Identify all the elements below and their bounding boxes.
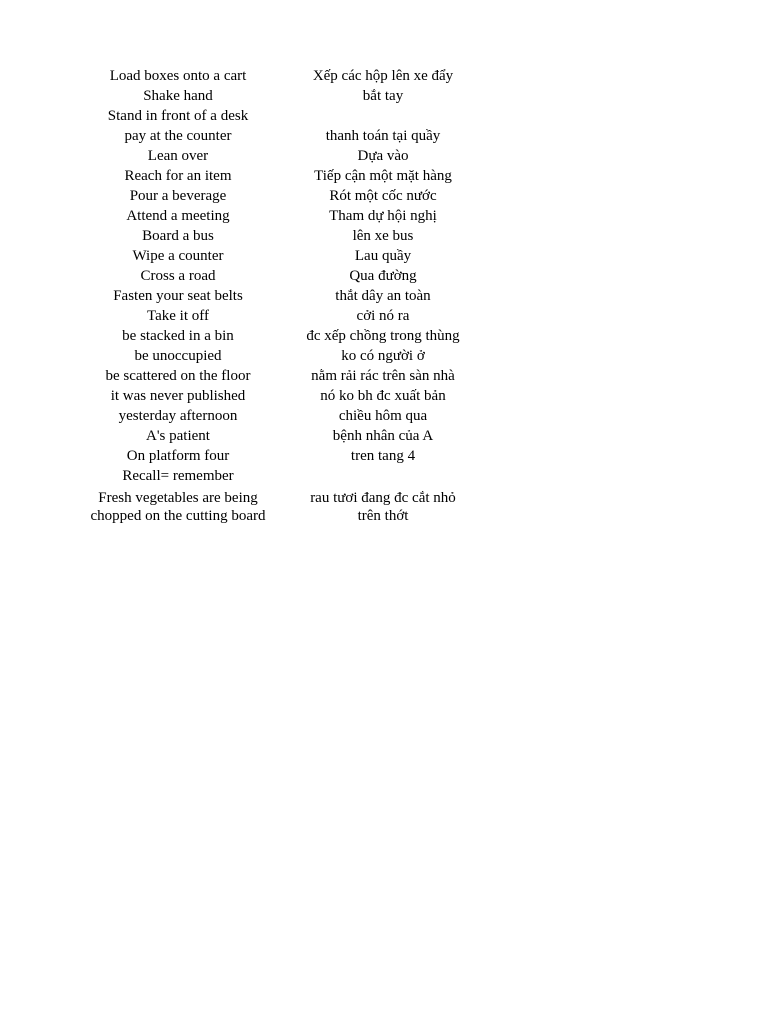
table-row (78, 426, 488, 446)
vietnamese-translation: ko có người ở (341, 348, 425, 364)
vietnamese-translation: thắt dây an toàn (335, 288, 431, 304)
english-line: Fresh vegetables are being (98, 490, 258, 506)
vietnamese-translation: Dựa vào (357, 148, 409, 164)
vietnamese-translation: nằm rải rác trên sàn nhà (311, 368, 455, 384)
vietnamese-line: rau tươi đang đc cắt nhỏ (310, 490, 456, 506)
english-phrase: On platform four (126, 448, 230, 464)
table-row (78, 446, 488, 466)
vietnamese-translation: lên xe bus (352, 228, 414, 244)
table-row (78, 66, 488, 86)
english-phrase: Pour a beverage (129, 188, 227, 204)
english-phrase: Attend a meeting (126, 208, 230, 224)
vietnamese-translation: Tiếp cận một mặt hàng (314, 168, 452, 184)
english-phrase: Recall= remember (122, 468, 234, 484)
vietnamese-translation: Lau quầy (354, 248, 412, 264)
vocabulary-rows (78, 66, 488, 486)
vietnamese-translation (278, 106, 488, 126)
table-row (78, 306, 488, 326)
english-phrase: yesterday afternoon (118, 408, 238, 424)
table-row (78, 326, 488, 346)
table-row (78, 106, 488, 126)
table-row (78, 346, 488, 366)
table-row (78, 146, 488, 166)
vietnamese-line: trên thớt (357, 507, 409, 524)
english-phrase: A's patient (146, 428, 210, 444)
english-line: chopped on the cutting board (90, 507, 266, 524)
english-phrase: Load boxes onto a cart (109, 68, 247, 84)
english-phrase: Board a bus (142, 228, 214, 244)
vocabulary-table (78, 66, 488, 525)
english-phrase: Stand in front of a desk (107, 108, 249, 124)
english-phrase: Shake hand (143, 88, 213, 104)
vietnamese-translation: bắt tay (362, 88, 404, 104)
table-row (78, 406, 488, 426)
english-phrase: be unoccupied (134, 348, 222, 364)
vietnamese-translation: bệnh nhân của A (332, 428, 434, 444)
vietnamese-translation: Rót một cốc nước (329, 188, 437, 204)
english-phrase: it was never published (110, 388, 246, 404)
table-row (78, 226, 488, 246)
english-phrase: Take it off (147, 308, 209, 324)
vietnamese-translation (278, 486, 488, 525)
table-row (78, 386, 488, 406)
vietnamese-translation: đc xếp chồng trong thùng (306, 328, 460, 344)
table-row (78, 246, 488, 266)
english-phrase: Wipe a counter (132, 248, 224, 264)
english-phrase (78, 486, 278, 525)
table-row (78, 186, 488, 206)
english-phrase: be scattered on the floor (105, 368, 251, 384)
vietnamese-translation: tren tang 4 (350, 448, 416, 464)
table-row (78, 206, 488, 226)
table-row (78, 166, 488, 186)
english-phrase: Cross a road (140, 268, 216, 284)
table-row (78, 486, 488, 525)
vietnamese-translation: Xếp các hộp lên xe đẩy (312, 68, 454, 84)
english-phrase: Reach for an item (124, 168, 232, 184)
vietnamese-translation: Qua đường (349, 268, 417, 284)
vietnamese-translation: chiều hôm qua (338, 408, 428, 424)
vietnamese-translation: thanh toán tại quầy (325, 128, 441, 144)
english-phrase: pay at the counter (124, 128, 232, 144)
vietnamese-translation: cởi nó ra (356, 308, 410, 324)
vietnamese-translation: nó ko bh đc xuất bản (320, 388, 446, 404)
table-row (78, 266, 488, 286)
table-row (78, 366, 488, 386)
vietnamese-translation: Tham dự hội nghị (329, 208, 437, 224)
english-phrase: be stacked in a bin (122, 328, 234, 344)
table-row (78, 286, 488, 306)
english-phrase: Fasten your seat belts (113, 288, 243, 304)
table-row (78, 466, 488, 486)
english-phrase: Lean over (147, 148, 209, 164)
vietnamese-translation (278, 466, 488, 486)
table-row (78, 86, 488, 106)
table-row (78, 126, 488, 146)
